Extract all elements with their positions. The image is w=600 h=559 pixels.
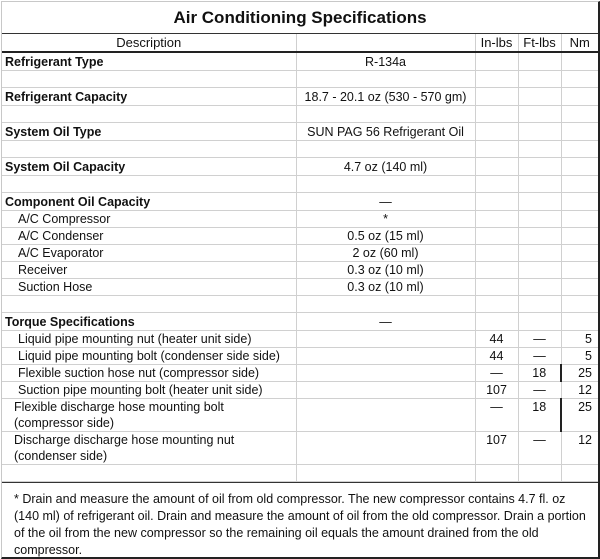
torque-row <box>2 348 598 365</box>
header-ft-lbs: Ft-lbs <box>518 34 561 52</box>
torque-label: Flexible suction hose nut (compressor side) <box>2 365 296 382</box>
torque-ft-lbs: — <box>518 331 561 348</box>
header-value <box>296 34 475 52</box>
torque-in-lbs: — <box>475 365 518 382</box>
row-label: Component Oil Capacity <box>2 193 296 211</box>
torque-ft-lbs: 18 <box>518 399 561 432</box>
torque-ft-lbs: — <box>518 348 561 365</box>
torque-nm: 25 <box>561 399 598 432</box>
torque-label: Suction pipe mounting bolt (heater unit side) <box>2 382 296 399</box>
torque-row <box>2 432 598 465</box>
component-value: 0.3 oz (10 ml) <box>296 279 475 296</box>
torque-nm: 12 <box>561 432 598 465</box>
torque-row <box>2 382 598 399</box>
component-value: 0.5 oz (15 ml) <box>296 228 475 245</box>
component-label: A/C Evaporator <box>2 245 296 262</box>
table-row <box>2 228 598 245</box>
component-value: 0.3 oz (10 ml) <box>296 262 475 279</box>
torque-nm: 5 <box>561 331 598 348</box>
row-label: System Oil Type <box>2 123 296 141</box>
table-row <box>2 262 598 279</box>
table-row <box>2 211 598 228</box>
table-row <box>2 193 598 211</box>
torque-row <box>2 399 598 432</box>
torque-nm: 5 <box>561 348 598 365</box>
torque-label: Liquid pipe mounting bolt (condenser side side) <box>2 348 296 365</box>
blank-row <box>2 71 598 88</box>
footnote: * Drain and measure the amount of oil from old compressor. The new compressor contains 4.7 fl. oz (140 ml) of refrigerant oil. Drain and measure the amount of oil from the old compressor. Drain a portion of the oil from the new compressor so the remaining oil equals the amount drained from the old compressor. <box>2 482 598 559</box>
row-label: Torque Specifications <box>2 313 296 331</box>
component-label: A/C Compressor <box>2 211 296 228</box>
spec-sheet <box>1 1 600 559</box>
torque-label: Liquid pipe mounting nut (heater unit side) <box>2 331 296 348</box>
table-row <box>2 158 598 176</box>
table-row <box>2 123 598 141</box>
torque-in-lbs: — <box>475 399 518 432</box>
table-row <box>2 88 598 106</box>
torque-ft-lbs: 18 <box>518 365 561 382</box>
row-label: System Oil Capacity <box>2 158 296 176</box>
blank-row <box>2 176 598 193</box>
torque-row <box>2 331 598 348</box>
row-value: 4.7 oz (140 ml) <box>296 158 475 176</box>
component-value: 2 oz (60 ml) <box>296 245 475 262</box>
torque-in-lbs: 44 <box>475 331 518 348</box>
row-value: — <box>296 313 475 331</box>
row-value: 18.7 - 20.1 oz (530 - 570 gm) <box>296 88 475 106</box>
header-in-lbs: In-lbs <box>475 34 518 52</box>
torque-label: Discharge discharge hose mounting nut (condenser side) <box>2 432 296 465</box>
torque-in-lbs: 107 <box>475 432 518 465</box>
table-row <box>2 279 598 296</box>
row-label: Refrigerant Capacity <box>2 88 296 106</box>
spec-table <box>2 34 598 482</box>
table-row <box>2 313 598 331</box>
blank-row <box>2 296 598 313</box>
component-label: A/C Condenser <box>2 228 296 245</box>
component-label: Suction Hose <box>2 279 296 296</box>
table-row <box>2 52 598 71</box>
header-description: Description <box>2 34 296 52</box>
table-row <box>2 245 598 262</box>
row-value: — <box>296 193 475 211</box>
torque-in-lbs: 107 <box>475 382 518 399</box>
header-nm: Nm <box>561 34 598 52</box>
row-value: R-134a <box>296 52 475 71</box>
page-title: Air Conditioning Specifications <box>2 2 598 34</box>
torque-ft-lbs: — <box>518 432 561 465</box>
torque-in-lbs: 44 <box>475 348 518 365</box>
row-value: SUN PAG 56 Refrigerant Oil <box>296 123 475 141</box>
row-label: Refrigerant Type <box>2 52 296 71</box>
component-label: Receiver <box>2 262 296 279</box>
blank-row <box>2 141 598 158</box>
torque-nm: 12 <box>561 382 598 399</box>
torque-ft-lbs: — <box>518 382 561 399</box>
torque-row <box>2 365 598 382</box>
component-value: * <box>296 211 475 228</box>
torque-label: Flexible discharge hose mounting bolt (compressor side) <box>2 399 296 432</box>
blank-row <box>2 106 598 123</box>
blank-row <box>2 465 598 482</box>
header-row <box>2 34 598 52</box>
torque-nm: 25 <box>561 365 598 382</box>
